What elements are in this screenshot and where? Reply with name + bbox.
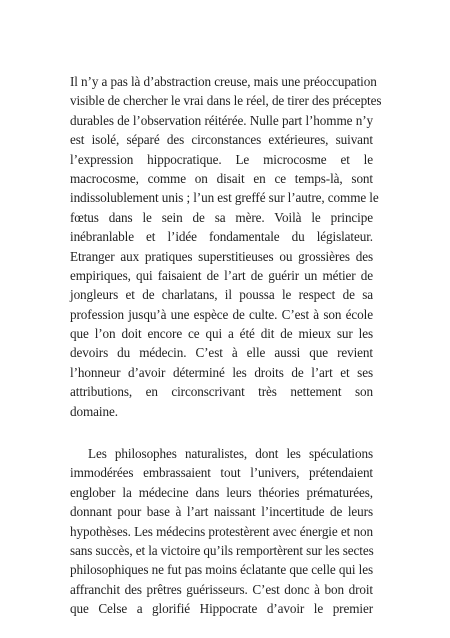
text-line: philosophiques ne fut pas moins éclatante que celle qui les xyxy=(70,562,373,578)
text-line: devoirs du médecin. C’est à elle aussi que revient xyxy=(70,345,373,361)
text-line: fœtus dans le sein de sa mère. Voilà le principe xyxy=(70,209,373,225)
text-line: l’expression hippocratique. Le microcosme et le xyxy=(70,151,373,167)
text-line: que Celse a glorifié Hippocrate d’avoir le premier xyxy=(70,601,373,617)
text-line: Il n’y a pas là d’abstraction creuse, mais une préoccupation xyxy=(70,74,377,89)
text-line: affranchit des prêtres guérisseurs. C’est donc à bon droit xyxy=(70,581,373,597)
text-line: indissolublement unis ; l’un est greffé sur l’autre, comme le xyxy=(70,190,379,206)
paragraph-2 xyxy=(70,444,373,619)
text-line: visible de chercher le vrai dans le réel, de tirer des préceptes xyxy=(70,93,382,109)
text-line: hypothèses. Les médecins protestèrent avec énergie et non xyxy=(70,523,373,539)
text-line: macrocosme, comme on disait en ce temps-là, sont xyxy=(70,170,373,186)
text-line: profession jusqu’à une espèce de culte. C’est à son école xyxy=(70,306,373,322)
text-line: Etranger aux pratiques superstitieuses ou grossières des xyxy=(70,248,373,264)
body-text xyxy=(70,72,382,619)
paragraph-gap xyxy=(70,421,373,444)
text-line: empiriques, qui faisaient de l’art de guérir un métier de xyxy=(70,267,373,283)
text-line: jongleurs et de charlatans, il poussa le respect de sa xyxy=(70,287,373,303)
text-line: domaine. xyxy=(70,403,118,419)
text-line: que l’on doit encore ce qui a été dit de mieux sur les xyxy=(70,326,373,342)
text-line: inébranlable et l’idée fondamentale du législateur. xyxy=(70,229,373,245)
paragraph-1 xyxy=(70,72,382,421)
text-line: immodérées embrassaient tout l’univers, prétendaient xyxy=(70,465,373,481)
text-line: Les philosophes naturalistes, dont les spéculations xyxy=(88,446,373,462)
text-line: englober la médecine dans leurs théories prématurées, xyxy=(70,484,373,500)
text-line: attributions, en circonscrivant très nettement son xyxy=(70,384,373,400)
text-line: donnant pour base à l’art naissant l’incertitude de leurs xyxy=(70,504,373,520)
text-line: durables de l’observation réitérée. Nulle part l’homme n’y xyxy=(70,112,373,128)
text-line: sans succès, et la victoire qu’ils remportèrent sur les sectes xyxy=(70,542,374,558)
text-line: l’honneur d’avoir déterminé les droits de l’art et ses xyxy=(70,364,373,380)
text-line: est isolé, séparé des circonstances extérieures, suivant xyxy=(70,132,373,148)
